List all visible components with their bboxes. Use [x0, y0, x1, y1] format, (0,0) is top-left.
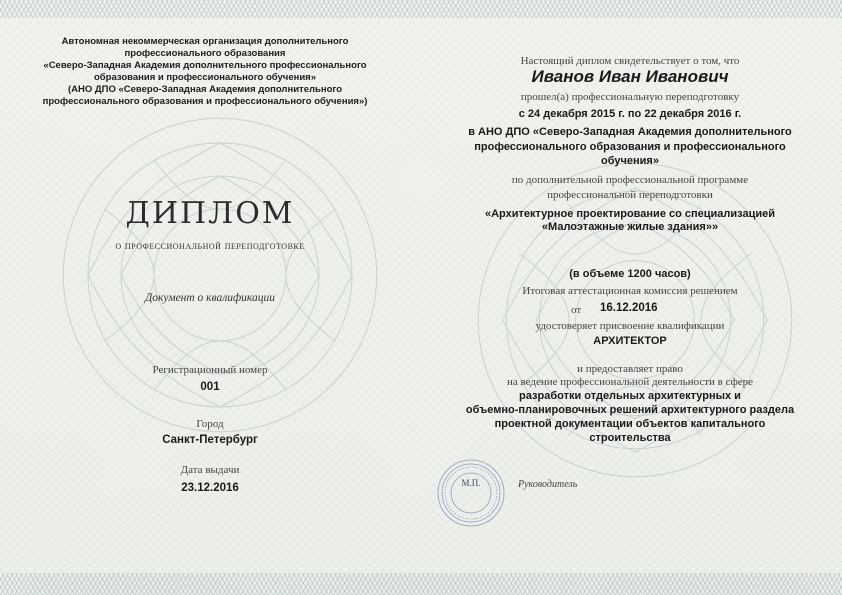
decision-date: 16.12.2016 [600, 302, 658, 314]
org-line: «Северо-Западная Академия дополнительного профессионального [43, 60, 367, 71]
certifies-text: удостоверяет присвоение квалификации [535, 320, 725, 332]
volume-hours: (в объеме 1200 часов) [569, 268, 691, 280]
activity-text: на ведение профессиональной деятельности в сфере [506, 376, 754, 388]
official-stamp [436, 458, 506, 528]
org-line: профессионального образования [124, 48, 286, 59]
program-name-line: «Малоэтажные жилые здания»» [541, 221, 719, 233]
organization-header [20, 36, 390, 108]
issue-date-label: Дата выдачи [180, 464, 240, 476]
institution-line: профессионального образования и профессионального [474, 141, 786, 153]
qualification: АРХИТЕКТОР [593, 335, 667, 347]
guilloche-border-top [0, 0, 842, 18]
document-type: Документ о квалификации [144, 292, 276, 304]
org-line: Автономная некоммерческая организация дополнительного [61, 36, 349, 47]
program-line-2: профессиональной переподготовки [547, 189, 713, 201]
sphere-line: объемно-планировочных решений архитектурного раздела [465, 404, 795, 416]
decision-from-label: от [571, 304, 582, 316]
head-signature-label: Руководитель [518, 479, 578, 490]
sphere-line: разработки отдельных архитектурных и [519, 390, 741, 402]
city-label: Город [196, 418, 224, 430]
city-value: Санкт-Петербург [162, 434, 258, 446]
grants-text: и предоставляет право [577, 363, 683, 375]
holder-name: Иванов Иван Иванович [531, 67, 729, 86]
org-line: образования и профессионального обучения» [93, 72, 317, 83]
commission-text: Итоговая аттестационная комиссия решением [522, 285, 738, 297]
sphere-line: проектной документации объектов капитального [494, 418, 766, 430]
program-name-line: «Архитектурное проектирование со специализацией [484, 208, 776, 220]
intro-text: Настоящий диплом свидетельствует о том, что [520, 55, 740, 67]
stamp-place-label: М.П. [461, 478, 481, 488]
reg-number-value: 001 [200, 381, 220, 393]
org-line: (АНО ДПО «Северо-Западная Академия дополнительного [67, 84, 343, 95]
institution-line: в АНО ДПО «Северо-Западная Академия дополнительного [468, 126, 792, 138]
reg-number-label: Регистрационный номер [152, 364, 268, 376]
passed-text: прошел(а) профессиональную переподготовку [520, 91, 740, 103]
program-line-1: по дополнительной профессиональной программе [511, 174, 749, 186]
guilloche-border-bottom [0, 573, 842, 595]
issue-date-value: 23.12.2016 [181, 482, 239, 494]
diploma-title: ДИПЛОМ [125, 196, 295, 231]
diploma-subtitle: о профессиональной переподготовке [115, 240, 305, 252]
org-line: профессионального образования и профессионального обучения») [42, 96, 368, 107]
study-period: с 24 декабря 2015 г. по 22 декабря 2016 г. [518, 108, 742, 120]
institution-line: обучения» [601, 155, 659, 167]
sphere-line: строительства [589, 432, 671, 444]
